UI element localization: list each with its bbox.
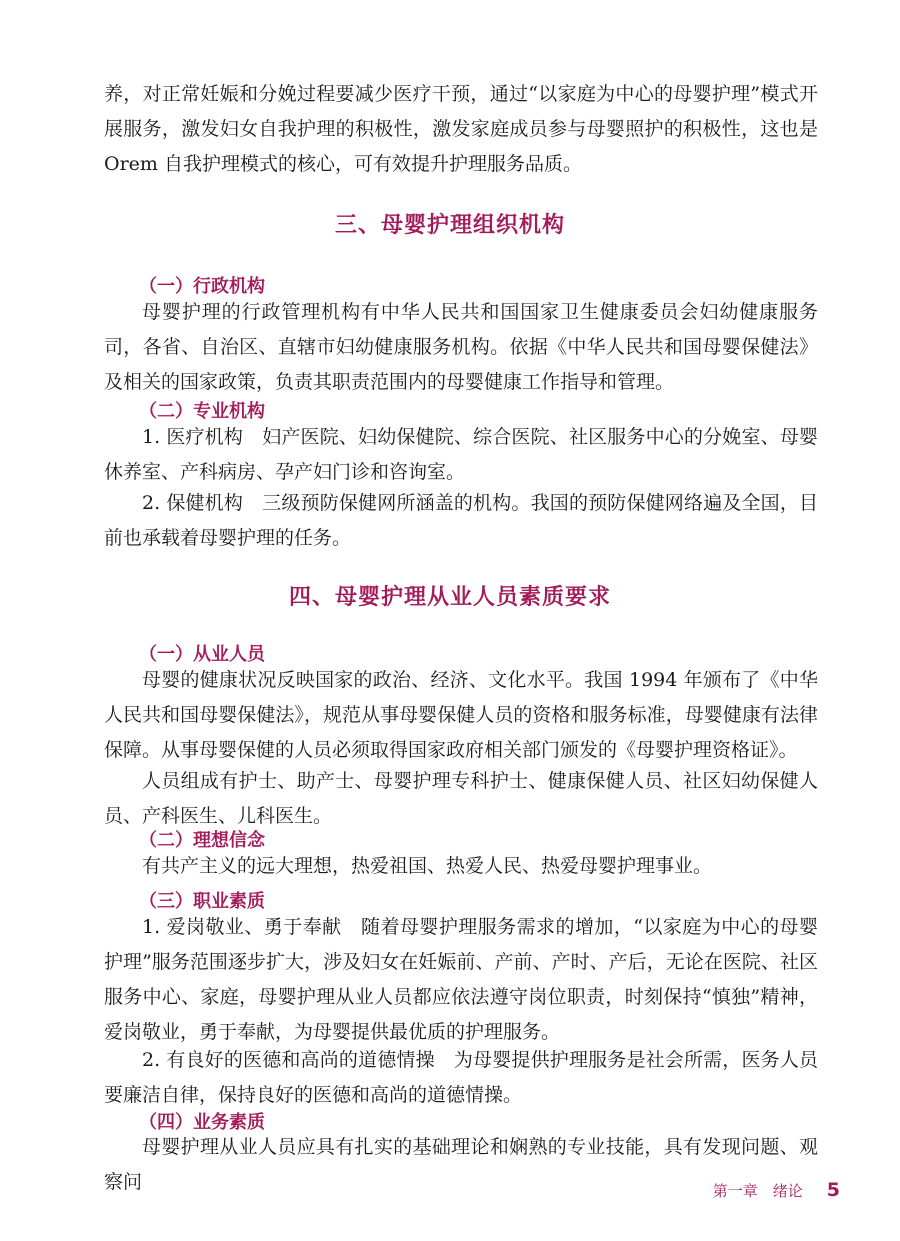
section-3-sub2-paragraph-1: 1. 医疗机构 妇产医院、妇幼保健院、综合医院、社区服务中心的分娩室、母婴休养室、产科病房、孕产妇门诊和咨询室。 xyxy=(104,426,818,483)
section-3-sub1-paragraph: 母婴护理的行政管理机构有中华人民共和国国家卫生健康委员会妇幼健康服务司，各省、自治区、直辖市妇幼健康服务机构。依据《中华人民共和国母婴保健法》及相关的国家政策，负责其职责范围内的母婴健康工作指导和管理。 xyxy=(104,301,818,393)
section-4-sub4-title: （四）业务素质 xyxy=(139,1112,265,1133)
page-footer xyxy=(713,1179,840,1201)
section-4-sub2-title: （二）理想信念 xyxy=(139,830,265,851)
section-3-title: 三、母婴护理组织机构 xyxy=(334,213,565,238)
section-4-sub2-paragraph: 有共产主义的远大理想，热爱祖国、热爱人民、热爱母婴护理事业。 xyxy=(142,855,713,877)
section-4-sub4-paragraph: 母婴护理从业人员应具有扎实的基础理论和娴熟的专业技能，具有发现问题、观察问 xyxy=(104,1136,818,1193)
section-4-sub1-paragraph-1: 母婴的健康状况反映国家的政治、经济、文化水平。我国 1994 年颁布了《中华人民共和国母婴保健法》，规范从事母婴保健人员的资格和服务标准，母婴健康有法律保障。从事母婴保健的人员必须取得国家政府相关部门颁发的《母婴护理资格证》。 xyxy=(104,669,818,761)
section-4-sub3-title: （三）职业素质 xyxy=(139,891,265,912)
section-4-sub3-paragraph-2: 2. 有良好的医德和高尚的道德情操 为母婴提供护理服务是社会所需，医务人员要廉洁自律，保持良好的医德和高尚的道德情操。 xyxy=(104,1049,818,1106)
section-4-sub1-paragraph-2: 人员组成有护士、助产士、母婴护理专科护士、健康保健人员、社区妇幼保健人员、产科医生、儿科医生。 xyxy=(104,770,818,827)
section-4-sub3-paragraph-1: 1. 爱岗敬业、勇于奉献 随着母婴护理服务需求的增加，“以家庭为中心的母婴护理”服务范围逐步扩大，涉及妇女在妊娠前、产前、产时、产后，无论在医院、社区服务中心、家庭，母婴护理从业人员都应依法遵守岗位职责，时刻保持“慎独”精神，爱岗敬业，勇于奉献，为母婴提供最优质的护理服务。 xyxy=(104,916,818,1043)
section-4-sub1-title: （一）从业人员 xyxy=(139,644,265,665)
section-3-sub2-paragraph-2: 2. 保健机构 三级预防保健网所涵盖的机构。我国的预防保健网络遍及全国，目前也承载着母婴护理的任务。 xyxy=(104,492,818,549)
section-3-sub1-title: （一）行政机构 xyxy=(139,276,265,297)
footer-chapter-title: 第一章 绪论 xyxy=(712,1182,803,1200)
section-3-sub2-title: （二）专业机构 xyxy=(139,401,265,422)
intro-paragraph: 养，对正常妊娠和分娩过程要减少医疗干预，通过“以家庭为中心的母婴护理”模式开展服务，激发妇女自我护理的积极性，激发家庭成员参与母婴照护的积极性，这也是 Orem 自我护理模式的核心，可有效提升护理服务品质。 xyxy=(104,83,818,175)
page-number: 5 xyxy=(826,1179,840,1201)
section-4-title: 四、母婴护理从业人员素质要求 xyxy=(288,585,611,610)
